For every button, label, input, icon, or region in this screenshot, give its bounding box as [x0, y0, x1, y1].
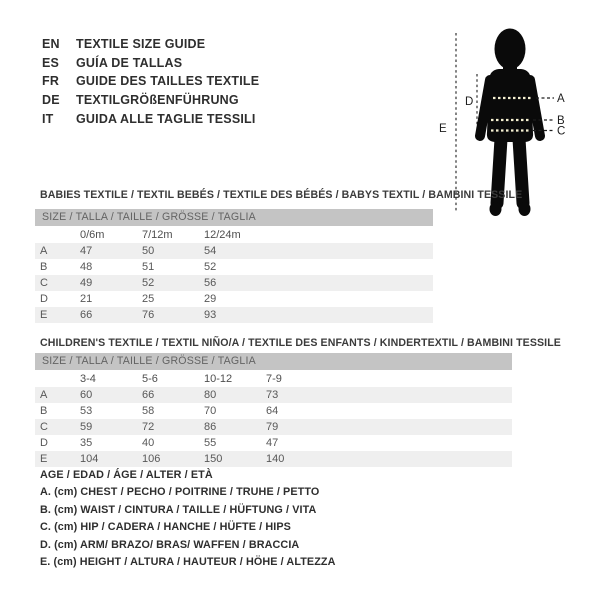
row-label: D — [40, 293, 48, 305]
language-row-it — [42, 109, 259, 128]
language-label: GUIDA ALLE TAGLIE TESSILI — [76, 111, 256, 126]
row-label: A — [40, 389, 48, 401]
cell: 21 — [80, 293, 93, 305]
language-label: GUÍA DE TALLAS — [76, 55, 183, 70]
language-code: FR — [42, 74, 60, 89]
cell: 47 — [80, 245, 93, 257]
table-row — [35, 275, 433, 291]
cell: 106 — [142, 453, 161, 465]
table-row — [35, 259, 433, 275]
babies-size-bar: SIZE / TALLA / TAILLE / GRÖSSE / TAGLIA — [35, 209, 433, 226]
cell: 51 — [142, 261, 155, 273]
cell: 52 — [204, 261, 217, 273]
legend-item-waist: B. (cm) WAIST / CINTURA / TAILLE / HÜFTUNG / VITA — [40, 503, 317, 516]
language-code: IT — [42, 111, 54, 126]
cell: 52 — [142, 277, 155, 289]
cell: 58 — [142, 405, 155, 417]
cell: 79 — [266, 421, 279, 433]
table-row — [35, 291, 433, 307]
cell: 93 — [204, 309, 217, 321]
cell: 53 — [80, 405, 93, 417]
babies-size-table — [35, 209, 433, 323]
cell: 140 — [266, 453, 285, 465]
cell: 40 — [142, 437, 155, 449]
language-label: GUIDE DES TAILLES TEXTILE — [76, 74, 260, 89]
cell: 66 — [142, 389, 155, 401]
cell: 66 — [80, 309, 93, 321]
legend-item-height: E. (cm) HEIGHT / ALTURA / HAUTEUR / HÖHE / ALTEZZA — [40, 555, 336, 568]
language-code: EN — [42, 37, 60, 52]
row-label: A — [40, 245, 48, 257]
column-header: 3-4 — [80, 372, 96, 385]
children-size-table — [35, 353, 512, 467]
row-label: B — [40, 261, 48, 273]
table-row — [35, 451, 512, 467]
row-label: E — [40, 309, 48, 321]
children-size-bar: SIZE / TALLA / TAILLE / GRÖSSE / TAGLIA — [35, 353, 512, 370]
column-header: 10-12 — [204, 372, 233, 385]
cell: 49 — [80, 277, 93, 289]
cell: 104 — [80, 453, 99, 465]
legend-item-hip: C. (cm) HIP / CADERA / HANCHE / HÜFTE / HIPS — [40, 521, 291, 534]
column-header: 12/24m — [204, 228, 241, 241]
column-header: 0/6m — [80, 228, 105, 241]
table-row — [35, 387, 512, 403]
cell: 150 — [204, 453, 223, 465]
table-row — [35, 435, 512, 451]
column-header: 7/12m — [142, 228, 173, 241]
language-row-es — [42, 54, 259, 73]
cell: 80 — [204, 389, 217, 401]
measure-label-a: A — [557, 93, 565, 105]
language-code: DE — [42, 93, 60, 108]
measure-label-b: B — [557, 115, 565, 127]
row-label: E — [40, 453, 48, 465]
cell: 29 — [204, 293, 217, 305]
cell: 55 — [204, 437, 217, 449]
column-header: 5-6 — [142, 372, 158, 385]
cell: 86 — [204, 421, 217, 433]
legend-item-chest: A. (cm) CHEST / PECHO / POITRINE / TRUHE / PETTO — [40, 486, 320, 499]
cell: 59 — [80, 421, 93, 433]
row-label: D — [40, 437, 48, 449]
table-row — [35, 307, 433, 323]
measure-label-d: D — [465, 96, 474, 108]
legend-item-arm: D. (cm) ARM/ BRAZO/ BRAS/ WAFFEN / BRACCIA — [40, 538, 300, 551]
language-label: TEXTILE SIZE GUIDE — [76, 37, 206, 52]
children-column-headers — [35, 370, 512, 387]
cell: 76 — [142, 309, 155, 321]
child-silhouette-icon — [480, 29, 540, 217]
cell: 50 — [142, 245, 155, 257]
babies-column-headers — [35, 226, 433, 243]
row-label: B — [40, 405, 48, 417]
children-section-title: CHILDREN'S TEXTILE / TEXTIL NIÑO/A / TEXTILE DES ENFANTS / KINDERTEXTIL / BAMBINI TESSILE — [40, 337, 561, 349]
measure-label-e: E — [439, 123, 447, 135]
measure-label-c: C — [557, 125, 566, 138]
language-code: ES — [42, 55, 60, 70]
cell: 25 — [142, 293, 155, 305]
table-row — [35, 419, 512, 435]
cell: 72 — [142, 421, 155, 433]
babies-section-title: BABIES TEXTILE / TEXTIL BEBÉS / TEXTILE DES BÉBÉS / BABYS TEXTIL / BAMBINI TESSILE — [40, 189, 523, 201]
row-label: C — [40, 421, 48, 433]
language-row-fr — [42, 72, 259, 91]
cell: 70 — [204, 405, 217, 417]
table-row — [35, 243, 433, 259]
language-row-de — [42, 91, 259, 110]
language-label: TEXTILGRÖßENFÜHRUNG — [76, 93, 239, 108]
cell: 48 — [80, 261, 93, 273]
cell: 73 — [266, 389, 279, 401]
language-row-en — [42, 35, 259, 54]
cell: 47 — [266, 437, 279, 449]
table-row — [35, 403, 512, 419]
row-label: C — [40, 277, 48, 289]
cell: 64 — [266, 405, 279, 417]
language-list — [42, 35, 259, 128]
cell: 56 — [204, 277, 217, 289]
legend-age-line: AGE / EDAD / ÁGE / ALTER / ETÀ — [40, 469, 213, 481]
cell: 60 — [80, 389, 93, 401]
cell: 35 — [80, 437, 93, 449]
measure-legend — [40, 467, 336, 571]
column-header: 7-9 — [266, 372, 282, 385]
cell: 54 — [204, 245, 217, 257]
